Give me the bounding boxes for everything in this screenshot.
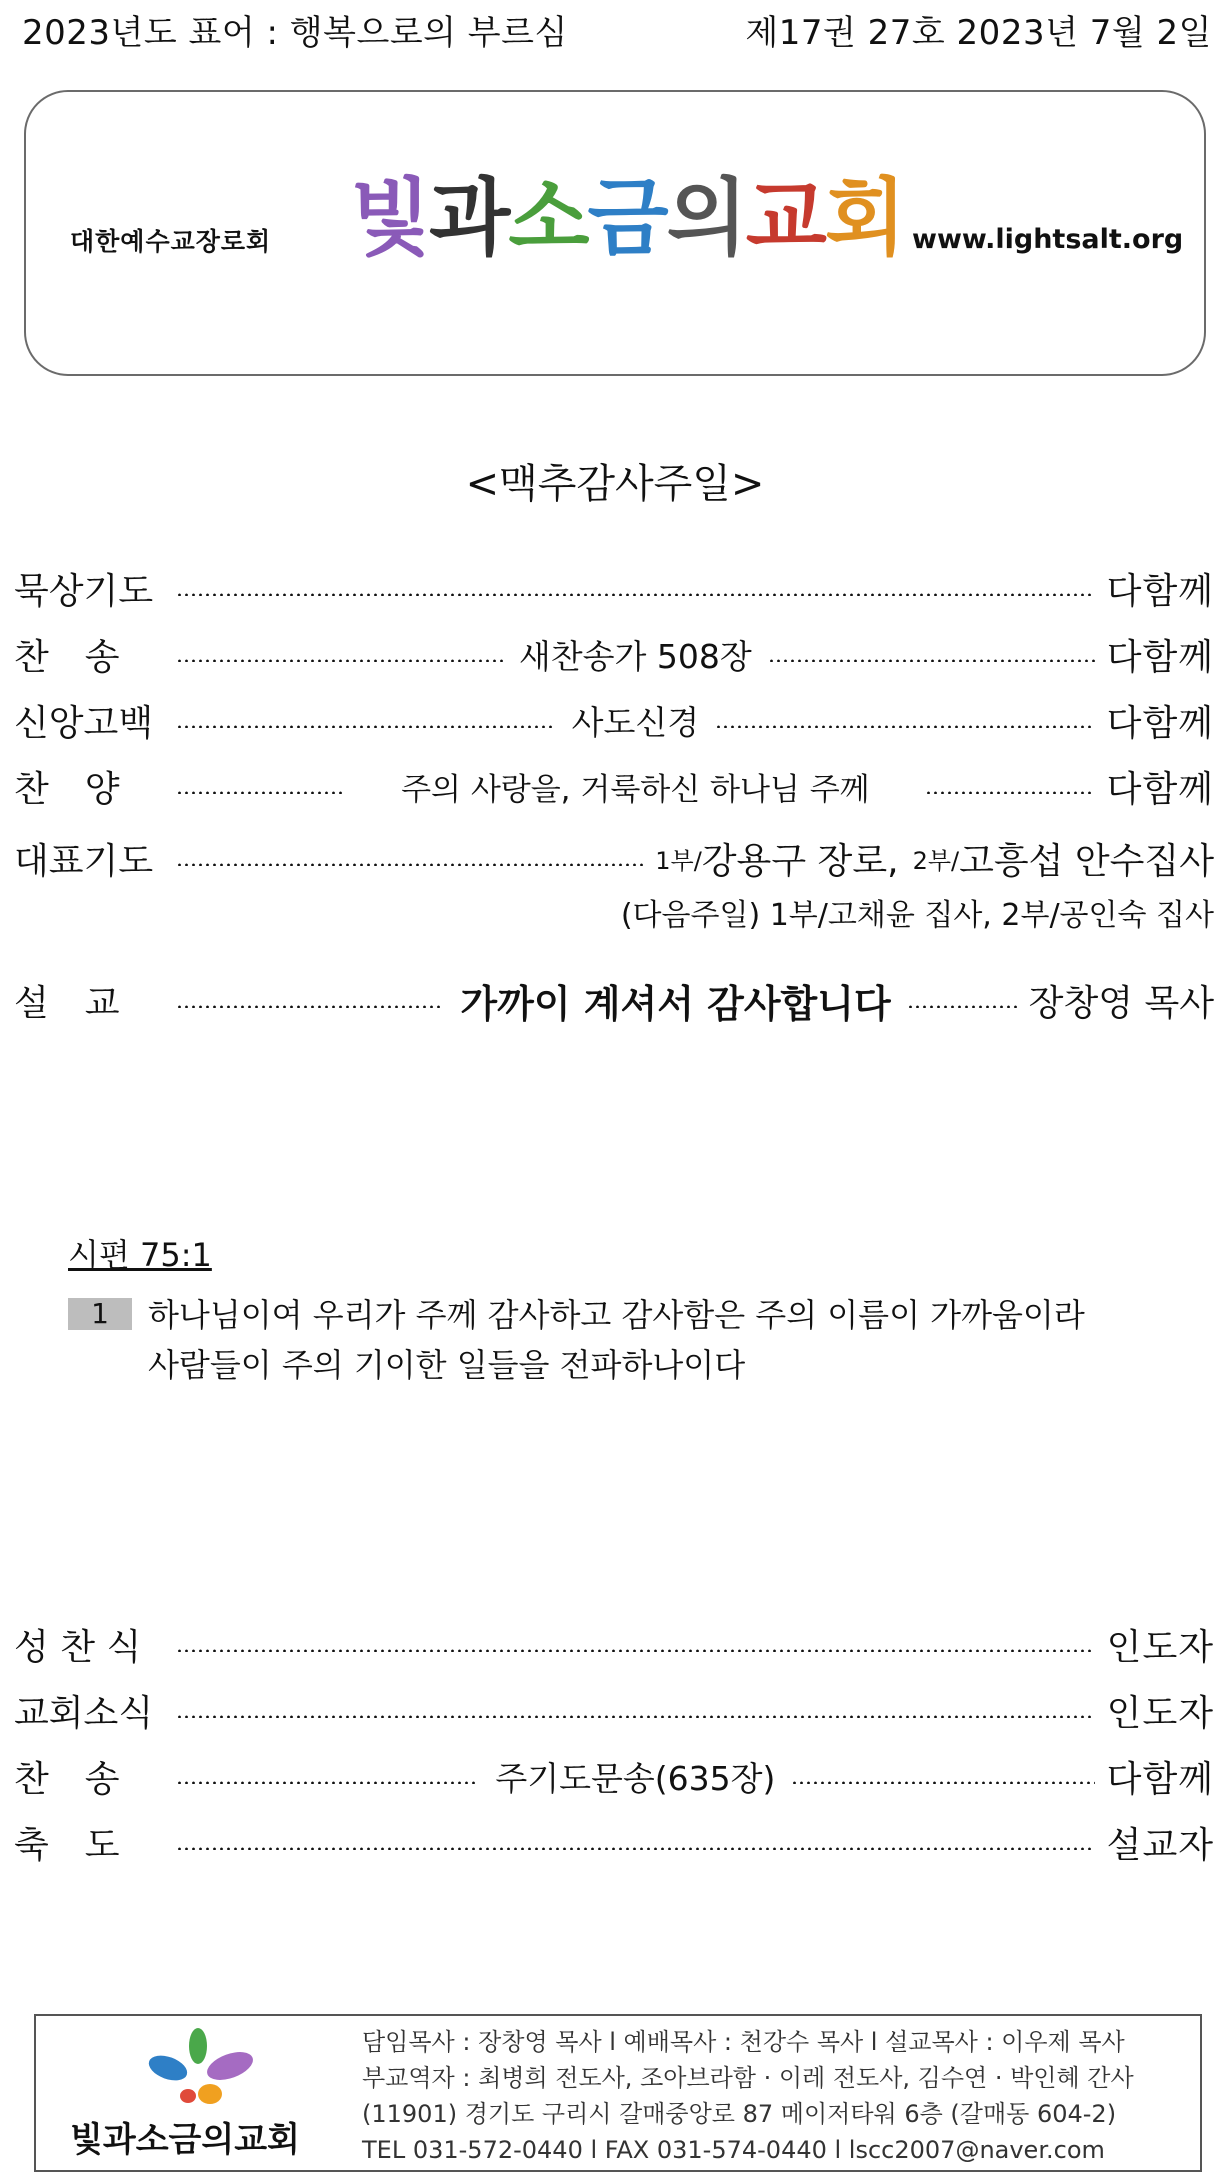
sermon-title: 가까이 계셔서 감사합니다 [460, 981, 891, 1026]
leader-dots [176, 1005, 444, 1008]
prayer-part2-tag: 2부/ [912, 846, 960, 875]
leader-dots [715, 725, 1095, 728]
order-label: 교회소식 [14, 1692, 154, 1734]
leader-dots [176, 791, 346, 794]
order-label: 찬 송 [14, 1758, 120, 1800]
denomination-label: 대한예수교장로회 [70, 227, 272, 256]
logo-char: 회 [824, 169, 905, 267]
order-item-communion [14, 1616, 1214, 1672]
verse-number-badge: 1 [68, 1298, 132, 1330]
year-motto: 2023년도 표어 : 행복으로의 부르심 [22, 12, 568, 53]
leader-dots [176, 725, 556, 728]
scripture-reference: 시편 75:1 [68, 1236, 212, 1274]
leader-dots [176, 863, 643, 866]
verse-line: 사람들이 주의 기이한 일들을 전파하나이다 [148, 1346, 746, 1384]
order-content: 주기도문송(635장) [495, 1758, 776, 1798]
leader-dots [768, 659, 1095, 662]
bulletin-header [22, 4, 1212, 54]
order-item-sermon [14, 972, 1214, 1028]
issue-info: 제17권 27호 2023년 7월 2일 [745, 12, 1212, 53]
logo-char: 과 [429, 169, 509, 267]
footer-staff-line: 부교역자 : 최병희 전도사, 조아브라함 · 이레 전도사, 김수연 · 박인혜 간사 [362, 2064, 1134, 2092]
order-item-meditation [14, 560, 1214, 616]
order-responder: 인도자 [1106, 1626, 1214, 1668]
leader-dots [925, 791, 1095, 794]
order-item-closing-hymn [14, 1748, 1214, 1804]
logo-char: 교 [745, 169, 825, 267]
footer-staff-line: 담임목사 : 장창영 목사 l 예배목사 : 천강수 목사 l 설교목사 : 이우제 목사 [362, 2028, 1125, 2056]
order-label: 신앙고백 [14, 702, 154, 744]
order-label: 설 교 [14, 982, 120, 1024]
order-content: 새찬송가 508장 [518, 636, 752, 676]
logo-char: 빛 [350, 169, 430, 267]
order-label: 묵상기도 [14, 570, 154, 612]
logo-char: 의 [666, 169, 746, 267]
order-label: 찬 양 [14, 768, 120, 810]
leader-dots [176, 1715, 1095, 1718]
order-item-prayer [14, 830, 1214, 886]
order-item-praise [14, 758, 1214, 814]
order-responder: 인도자 [1106, 1692, 1214, 1734]
leader-dots [907, 1005, 1017, 1008]
leader-dots [176, 1847, 1095, 1850]
logo-char: 소 [508, 169, 588, 267]
order-responder: 다함께 [1106, 636, 1215, 678]
footer-address: (11901) 경기도 구리시 갈매중앙로 87 메이저타워 6층 (갈매동 604-2) [362, 2100, 1117, 2128]
order-item-hymn [14, 626, 1214, 682]
verse-text [148, 1290, 1188, 1390]
church-logo-text [350, 169, 905, 267]
logo-char: 금 [587, 169, 667, 267]
footer-logo-text: 빛과소금의교회 [70, 2120, 300, 2160]
order-responder: 다함께 [1106, 1758, 1214, 1800]
service-subtitle: <맥추감사주일> [465, 461, 765, 507]
order-label: 대표기도 [14, 840, 154, 882]
order-item-news [14, 1682, 1214, 1738]
order-content: 사도신경 [571, 702, 700, 742]
order-label: 축 도 [14, 1824, 120, 1866]
sermon-preacher: 장창영 목사 [1028, 982, 1214, 1024]
leader-dots [176, 659, 503, 662]
order-responder: 설교자 [1106, 1824, 1214, 1866]
prayer-part1-tag: 1부/ [655, 846, 702, 875]
leader-dots [176, 593, 1095, 596]
order-responder: 다함께 [1106, 702, 1214, 744]
leader-dots [176, 1649, 1095, 1652]
order-item-benediction [14, 1814, 1214, 1870]
leader-dots [176, 1781, 479, 1784]
leader-dots [791, 1781, 1094, 1784]
order-label: 찬 송 [14, 636, 120, 678]
prayer-part2-name: 고흥섭 안수집사 [959, 840, 1214, 882]
order-responder: 다함께 [1106, 768, 1214, 810]
order-item-creed [14, 692, 1214, 748]
order-content: 주의 사랑을, 거룩하신 하나님 주께 [401, 771, 870, 808]
website-link[interactable]: www.lightsalt.org [912, 224, 1184, 255]
order-responder: 다함께 [1106, 570, 1214, 612]
footer-info [362, 2024, 1134, 2168]
next-week-prayer: (다음주일) 1부/고채윤 집사, 2부/공인숙 집사 [620, 898, 1214, 933]
church-flower-logo-icon [138, 2026, 268, 2116]
footer-contact: TEL 031-572-0440 l FAX 031-574-0440 l lscc2007@naver.com [362, 2136, 1105, 2164]
prayer-part1-name: 강용구 장로, [701, 840, 899, 882]
order-label: 성 찬 식 [14, 1626, 142, 1668]
verse-line: 하나님이여 우리가 주께 감사하고 감사함은 주의 이름이 가까움이라 [148, 1296, 1085, 1334]
